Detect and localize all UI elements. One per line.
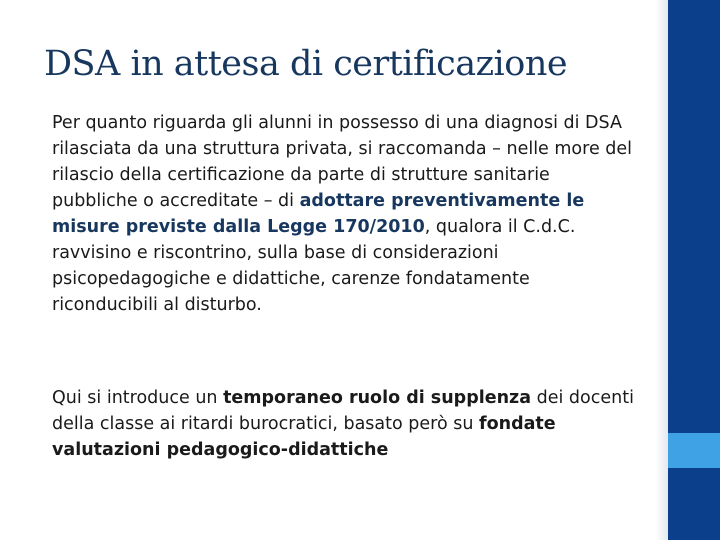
paragraph-1-text-end: , qualora il C.d.C. ravvisino e riscontrino, sulla base di considerazioni psicopedagogiche e didattiche, carenze fondatamente riconducibili al disturbo. bbox=[52, 217, 576, 315]
paragraph-1 bbox=[52, 110, 638, 318]
paragraph-1-emphasis: adottare preventivamente le misure previste dalla Legge 170/2010 bbox=[52, 191, 585, 237]
sidebar-accent bbox=[668, 433, 720, 468]
paragraph-2-text-middle: dei docenti della classe ai ritardi burocratici, basato però su bbox=[52, 388, 634, 434]
paragraph-2 bbox=[52, 385, 638, 463]
paragraph-2-text: Qui si introduce un bbox=[52, 388, 224, 408]
paragraph-1-text: Per quanto riguarda gli alunni in possesso di una diagnosi di DSA rilasciata da una struttura privata, si raccomanda – nelle more del rilascio della certificazione da parte di strutture sanitarie pubbliche o accreditate – di bbox=[52, 113, 633, 211]
sidebar-gradient bbox=[655, 0, 668, 540]
paragraph-2-emphasis-end: fondate valutazioni pedagogico-didattiche bbox=[52, 414, 556, 460]
paragraph-2-emphasis: temporaneo ruolo di supplenza bbox=[223, 388, 532, 408]
slide-title: DSA in attesa di certificazione bbox=[44, 44, 568, 84]
